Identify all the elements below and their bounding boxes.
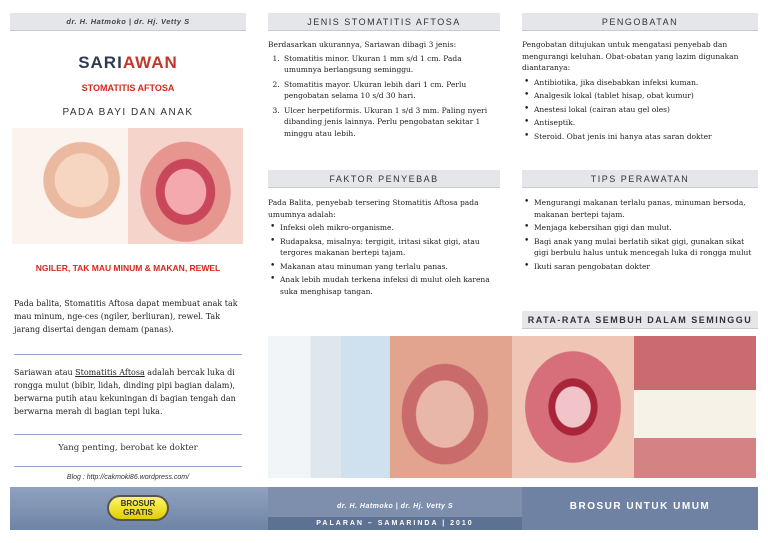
list-item: 2. Stomatitis mayor. Ukuran lebih dari 1 cm. Perlu pengobatan selama 10 s/d 30 hari. [282,79,500,102]
subtitle: STOMATITIS AFTOSA [81,83,175,93]
palate-ulcer-photo [512,336,634,478]
list-item: • Mengurangi makanan terlalu panas, minuman bersoda, makanan bertepi tajam. [522,197,758,220]
list-item: • Analgesik lokal (tablet hisap, obat kumur) [522,90,758,102]
types-title: JENIS STOMATITIS AFTOSA [307,16,461,27]
audience-label: PADA BAYI DAN ANAK [62,107,194,118]
divider [14,466,242,467]
badge-line1: BROSUR [120,499,156,508]
panel-cover [10,0,246,118]
doctor-patient-photo [268,336,390,478]
causes-list [268,222,500,297]
definition-term: Stomatitis Aftosa [75,368,145,377]
mouth-ulcer-photo [128,128,243,244]
list-item: • Rudapaksa, misalnya: tergigit, iritasi sikat gigi, atau tergores makanan bertepi tajam. [268,236,500,259]
treatment-intro: Pengobatan ditujukan untuk mengatasi penyebab dan mengurangi keluhan. Obat-obatan yang lazim digunakan diantaranya: [522,40,739,72]
badge-line2: GRATIS [123,508,153,517]
list-item: • Ikuti saran pengobatan dokter [522,261,758,273]
section-header-types [268,13,500,31]
section-header-causes [268,170,500,188]
definition-rest: adalah bercak luka di rongga mulut (bibir, lidah, dinding pipi bagian dalam), berwarna putih atau kekuningan di bagian tengah dan berwarna merah di bagian tepi luka. [14,368,236,416]
free-brochure-badge [107,495,169,521]
causes-intro: Pada Balita, penyebab tersering Stomatitis Aftosa pada umumnya adalah: [268,198,479,219]
list-item: • Makanan atau minuman yang terlalu panas. [268,261,500,273]
causes-title: FAKTOR PENYEBAB [329,173,439,184]
brand-title [10,53,246,73]
causes-block [268,197,500,299]
list-item: • Anak lebih mudah terkena infeksi di mulut oleh karena suka menghisap tangan. [268,274,500,297]
treatment-list [522,77,758,143]
footer-place: PALARAN – SAMARINDA | 2010 [268,517,522,530]
footer-right [522,487,758,530]
footer-middle [268,487,522,530]
footer-left [10,487,268,530]
authors-label: dr. H. Hatmoko | dr. Hj. Vetty S [66,17,190,26]
list-item: • Bagi anak yang mulai berlatih sikat gigi, gunakan sikat gigi berbulu halus untuk mencegah luka di rongga mulut [522,236,758,259]
healing-title: RATA-RATA SEMBUH DALAM SEMINGGU [527,314,753,325]
divider [14,354,242,355]
list-item: • Menjaga kebersihan gigi dan mulut. [522,222,758,234]
definition-prefix: Sariawan atau [14,368,76,377]
brochure-label: BROSUR UNTUK UMUM [569,501,711,512]
footer-bar [0,487,768,530]
reminder-text: Yang penting, berobat ke dokter [58,443,198,453]
list-item: • Infeksi oleh mikro-organisme. [268,222,500,234]
list-item: 1. Stomatitis minor. Ukuran 1 mm s/d 1 cm. Pada umumnya berlangsung seminggu. [282,53,500,76]
section-header-treatment [522,13,758,31]
section-header-healing [522,311,758,329]
list-item: • Antiseptik. [522,117,758,129]
symptoms-title: NGILER, TAK MAU MINUM & MAKAN, REWEL [35,263,221,273]
intro-paragraph: Pada balita, Stomatitis Aftosa dapat membuat anak tak mau minum, nge-ces (ngiler, berliuran), rewel. Tak jarang disertai dengan demam (panas). [14,299,238,334]
brand-part2: AWAN [122,53,178,72]
list-item: • Antibiotika, jika disebabkan infeksi kuman. [522,77,758,89]
brand-part1: SARI [78,53,123,72]
baby-photo [12,128,128,244]
panel-types [268,0,500,296]
list-item: 3. Ulcer herpetiformis. Ukuran 1 s/d 3 mm. Paling nyeri dibanding jenis lainnya. Perlu pengobatan sekitar 1 minggu atau lebih. [282,105,500,140]
footer-authors: dr. H. Hatmoko | dr. Hj. Vetty S [336,503,454,510]
divider [14,434,242,435]
list-item: • Anestesi lokal (cairan atau gel oles) [522,104,758,116]
types-list [268,53,500,140]
treatment-title: PENGOBATAN [601,16,679,27]
author-header [10,13,246,31]
types-intro: Berdasarkan ukurannya, Sariawan dibagi 3 jenis: [268,40,457,49]
blog-link[interactable]: Blog : http://cakmoki86.wordpress.com/ [66,474,190,481]
tips-title: TIPS PERAWATAN [590,173,690,184]
panel-treatment [522,0,758,325]
tips-list [522,197,758,274]
list-item: • Steroid. Obat jenis ini hanya atas saran dokter [522,131,758,143]
definition-paragraph [14,366,242,418]
gum-ulcer-photo [634,336,756,478]
tongue-ulcer-photo [390,336,512,478]
section-header-tips [522,170,758,188]
